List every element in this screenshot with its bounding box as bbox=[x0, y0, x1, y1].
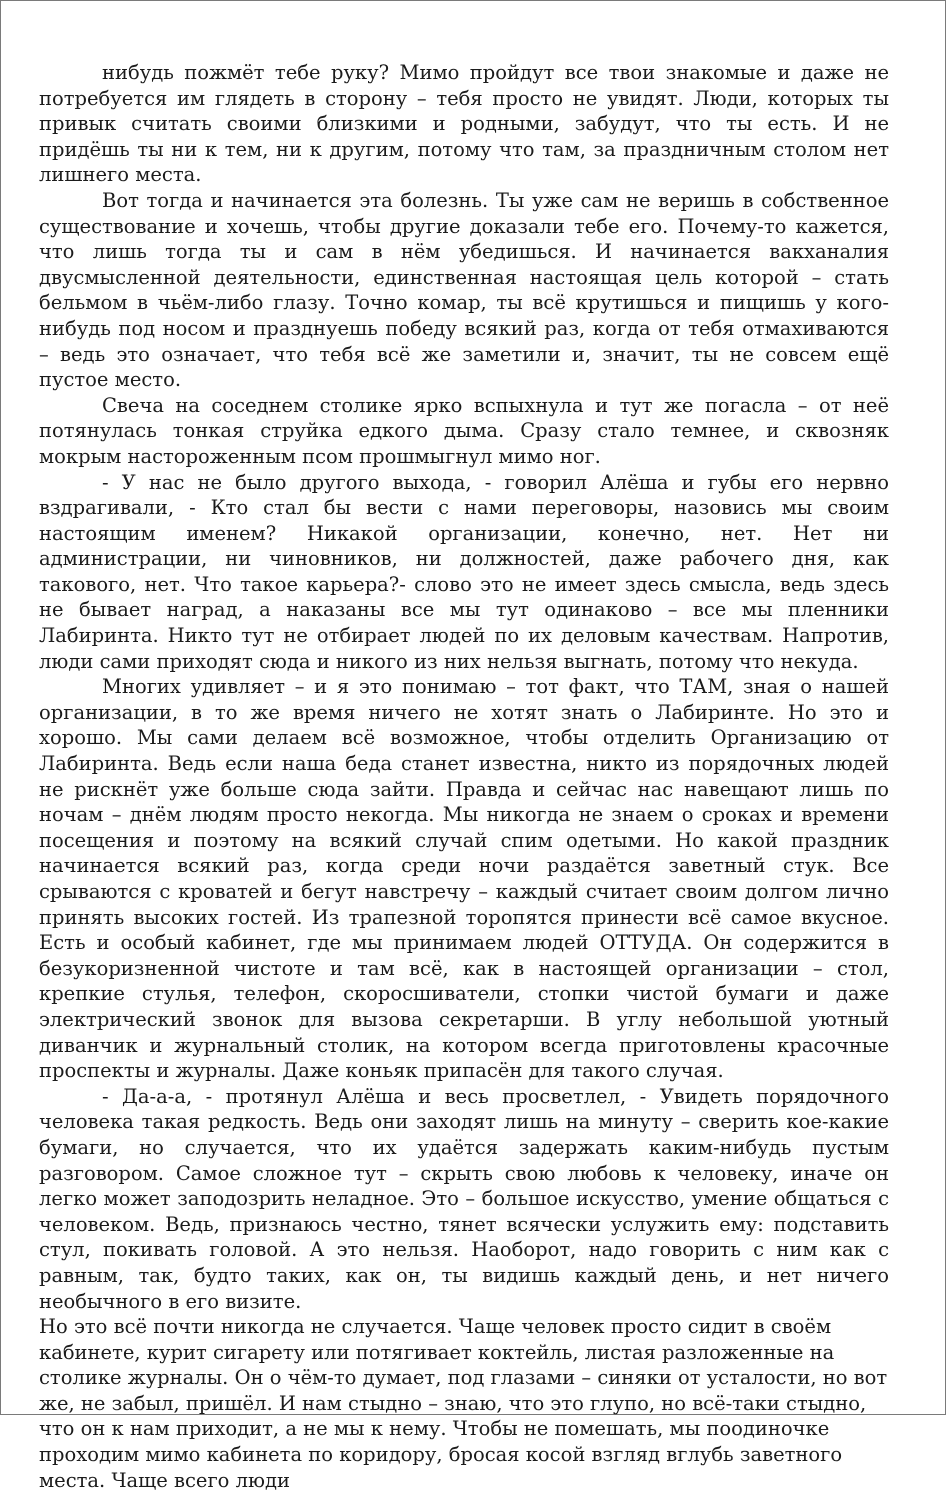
paragraph-2: Вот тогда и начинается эта болезнь. Ты уже сам не веришь в собственное существование и хочешь, чтобы другие доказали тебе его. Почему-то кажется, что лишь тогда ты и сам в нём убедишься. И начинается вакханалия двусмысленной деятельности, единственная настоящая цель которой – стать бельмом в чьём-либо глазу. Точно комар, ты всё крутишься и пищишь у кого-нибудь под носом и празднуешь победу всякий раз, когда от тебя отмахиваются – ведь это означает, что тебя всё же заметили и, значит, ты не совсем ещё пустое место. bbox=[39, 188, 889, 392]
paragraph-4: - У нас не было другого выхода, - говорил Алёша и губы его нервно вздрагивали, - Кто стал бы вести с нами переговоры, назовись мы своим настоящим именем? Никакой организации, конечно, нет. Нет ни администрации, ни чиновников, ни должностей, даже рабочего дня, как такового, нет. Что такое карьера?- слово это не имеет здесь смысла, ведь здесь не бывает наград, а наказаны все мы тут одинаково – все мы пленники Лабиринта. Никто тут не отбирает людей по их деловым качествам. Напротив, люди сами приходят сюда и никого из них нельзя выгнать, потому что некуда. bbox=[39, 470, 889, 673]
paragraph-5: Многих удивляет – и я это понимаю – тот факт, что ТАМ, зная о нашей организации, в то же время ничего не хотят знать о Лабиринте. Но это и хорошо. Мы сами делаем всё возможное, чтобы отделить Организацию от Лабиринта. Ведь если наша беда станет известна, никто из порядочных людей не рискнёт уже больше сюда зайти. Правда и сейчас нас навещают лишь по ночам – днём людям просто некогда. Мы никогда не знаем о сроках и времени посещения и поэтому на всякий случай спим одетыми. Но какой праздник начинается всякий раз, когда среди ночи раздаётся заветный стук. Все срываются с кроватей и бегут навстречу – каждый считает своим долгом лично принять высоких гостей. Из трапезной торопятся принести всё самое вкусное. Есть и особый кабинет, где мы принимаем людей ОТТУДА. Он содержится в безукоризненной чистоте и там всё, как в настоящей организации – стол, крепкие стулья, телефон, скоросшиватели, стопки чистой бумаги и даже электрический звонок для вызова секретарши. В углу небольшой уютный диванчик и журнальный столик, на котором всегда приготовлены красочные проспекты и журналы. Даже коньяк припасён для такого случая. bbox=[39, 675, 889, 1083]
text-body bbox=[39, 60, 889, 1493]
paragraph-6: - Да-а-а, - протянул Алёша и весь просветлел, - Увидеть порядочного человека такая редкость. Ведь они заходят лишь на минуту – сверить кое-какие бумаги, но случается, что их удаётся задержать каким-нибудь пустым разговором. Самое сложное тут – скрыть свою любовь к человеку, иначе он легко может заподозрить неладное. Это – большое искусство, умение общаться с человеком. Ведь, признаюсь честно, тянет всячески услужить ему: подставить стул, покивать головой. А это нельзя. Наоборот, надо говорить с ним как с равным, так, будто таких, как он, ты видишь каждый день, и нет ничего необычного в его визите. bbox=[39, 1084, 889, 1313]
paragraph-7: Но это всё почти никогда не случается. Чаще человек просто сидит в своём кабинете, курит сигарету или потягивает коктейль, листая разложенные на столике журналы. Он о чём-то думает, под глазами – синяки от усталости, но вот же, не забыл, пришёл. И нам стыдно – знаю, что это глупо, но всё-таки стыдно, что он к нам приходит, а не мы к нему. Чтобы не помешать, мы поодиночке проходим мимо кабинета по коридору, бросая косой взгляд вглубь заветного места. Чаще всего люди bbox=[39, 1315, 888, 1492]
paragraph-1: нибудь пожмёт тебе руку? Мимо пройдут все твои знакомые и даже не потребуется им глядеть в сторону – тебя просто не увидят. Люди, которых ты привык считать своими близкими и родными, забудут, что ты есть. И не придёшь ты ни к тем, ни к другим, потому что там, за праздничным столом нет лишнего места. bbox=[39, 61, 889, 187]
paragraph-3: Свеча на соседнем столике ярко вспыхнула и тут же погасла – от неё потянулась тонкая струйка едкого дыма. Сразу стало темнее, и сквозняк мокрым настороженным псом прошмыгнул мимо ног. bbox=[39, 393, 889, 468]
